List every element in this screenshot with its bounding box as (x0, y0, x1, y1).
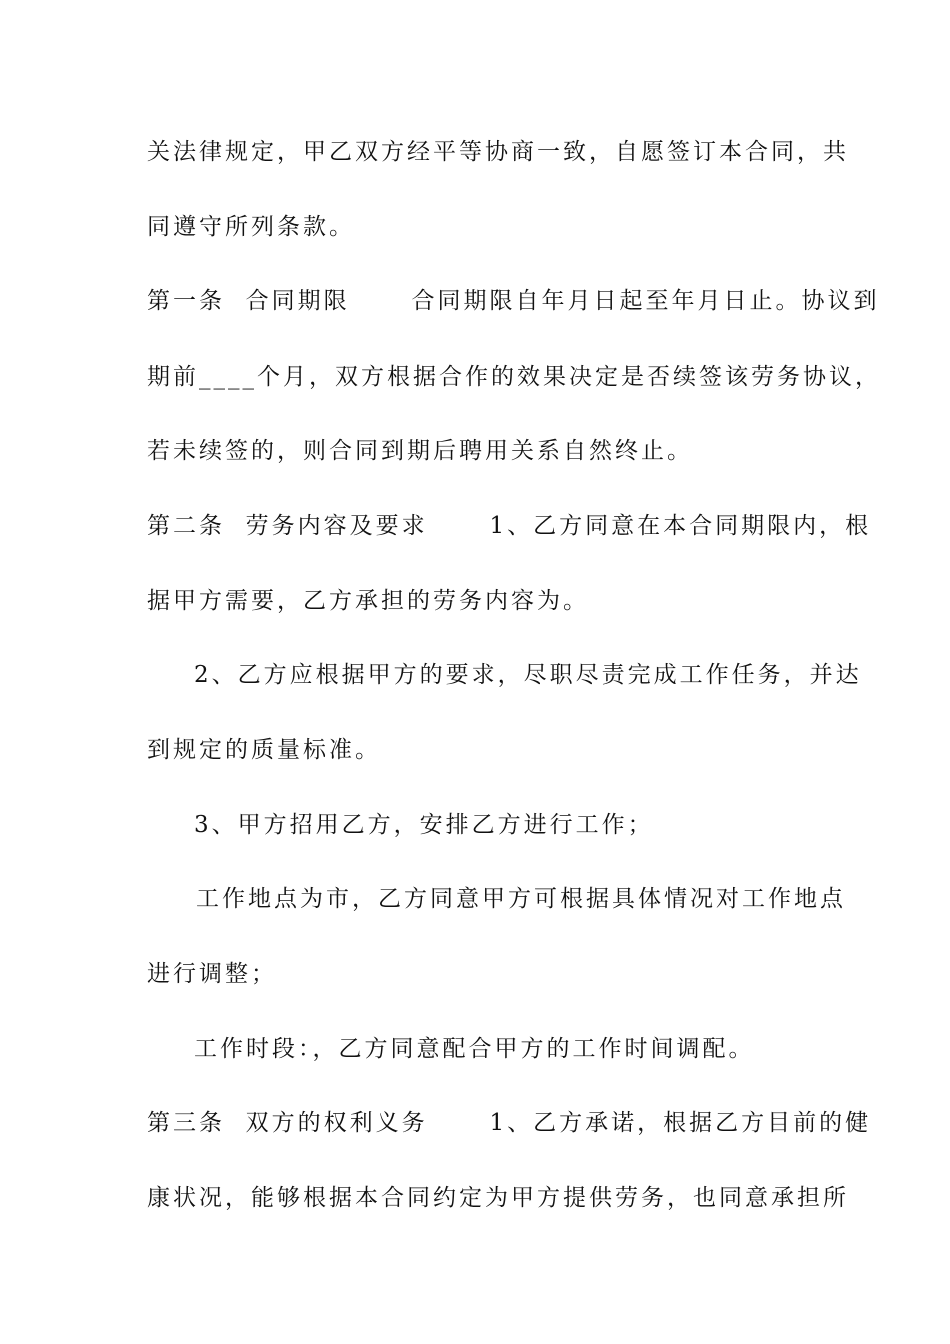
text-line: 3、甲方招用乙方，安排乙方进行工作； (194, 812, 654, 838)
text-line: 关法律规定，甲乙双方经平等协商一致，自愿签订本合同，共 (147, 139, 849, 165)
text-line: 据甲方需要，乙方承担的劳务内容为。 (147, 588, 589, 614)
text-line: 2、乙方应根据甲方的要求，尽职尽责完成工作任务，并达 (194, 662, 862, 688)
text-line: 工作地点为市，乙方同意甲方可根据具体情况对工作地点 (196, 886, 846, 912)
text-line: 第一条 合同期限 合同期限自年月日起至年月日止。协议到 (147, 288, 880, 314)
text-line: 若未续签的，则合同到期后聘用关系自然终止。 (147, 438, 693, 464)
text-line: 期前____个月，双方根据合作的效果决定是否续签该劳务协议， (147, 364, 881, 390)
text-line: 进行调整； (147, 961, 277, 987)
text-line: 同遵守所列条款。 (147, 214, 355, 240)
text-line: 第三条 双方的权利义务 1、乙方承诺，根据乙方目前的健 (147, 1110, 872, 1136)
text-line: 第二条 劳务内容及要求 1、乙方同意在本合同期限内，根 (147, 513, 872, 539)
text-line: 工作时段：，乙方同意配合甲方的工作时间调配。 (194, 1036, 755, 1062)
text-line: 到规定的质量标准。 (147, 737, 381, 763)
text-line: 康状况，能够根据本合同约定为甲方提供劳务，也同意承担所 (147, 1185, 849, 1211)
